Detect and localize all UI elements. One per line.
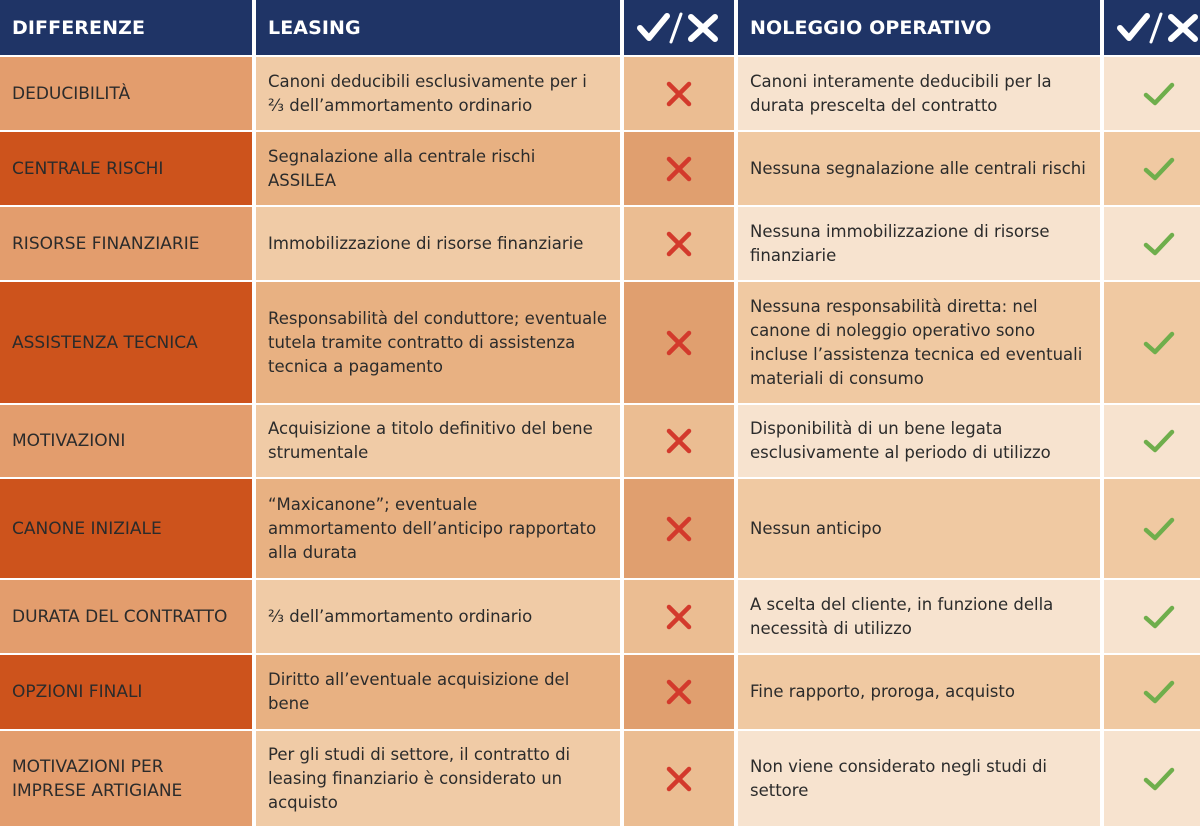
- check-slash-cross-icon: [1104, 0, 1200, 55]
- cross-icon: [624, 580, 734, 653]
- noleggio-cell: Disponibilità di un bene legata esclusivamente al periodo di utilizzo: [738, 405, 1100, 477]
- row-label: DEDUCIBILITÀ: [0, 57, 252, 130]
- noleggio-cell: Nessuna segnalazione alle centrali rischi: [738, 132, 1100, 205]
- row-label: CENTRALE RISCHI: [0, 132, 252, 205]
- cross-icon: [624, 655, 734, 729]
- row-label: OPZIONI FINALI: [0, 655, 252, 729]
- check-icon: [1104, 207, 1200, 280]
- check-icon: [1104, 479, 1200, 578]
- header-differenze: DIFFERENZE: [0, 0, 252, 55]
- noleggio-cell: Non viene considerato negli studi di settore: [738, 731, 1100, 826]
- leasing-cell: Canoni deducibili esclusivamente per i ⅔ dell’ammortamento ordinario: [256, 57, 620, 130]
- cross-icon: [624, 132, 734, 205]
- noleggio-cell: Fine rapporto, proroga, acquisto: [738, 655, 1100, 729]
- cross-icon: [624, 207, 734, 280]
- header-leasing: LEASING: [256, 0, 620, 55]
- leasing-cell: Per gli studi di settore, il contratto di leasing finanziario è considerato un acquisto: [256, 731, 620, 826]
- check-icon: [1104, 655, 1200, 729]
- check-icon: [1104, 57, 1200, 130]
- row-label: MOTIVAZIONI PER IMPRESE ARTIGIANE: [0, 731, 252, 826]
- check-icon: [1104, 405, 1200, 477]
- check-icon: [1104, 282, 1200, 403]
- row-label: MOTIVAZIONI: [0, 405, 252, 477]
- row-label: CANONE INIZIALE: [0, 479, 252, 578]
- row-label: ASSISTENZA TECNICA: [0, 282, 252, 403]
- noleggio-cell: Nessuna immobilizzazione di risorse finanziarie: [738, 207, 1100, 280]
- cross-icon: [624, 282, 734, 403]
- noleggio-cell: Nessun anticipo: [738, 479, 1100, 578]
- cross-icon: [624, 57, 734, 130]
- leasing-cell: ⅔ dell’ammortamento ordinario: [256, 580, 620, 653]
- noleggio-cell: Nessuna responsabilità diretta: nel canone di noleggio operativo sono incluse l’assistenza tecnica ed eventuali materiali di consumo: [738, 282, 1100, 403]
- check-slash-cross-icon: [624, 0, 734, 55]
- leasing-cell: “Maxicanone”; eventuale ammortamento dell’anticipo rapportato alla durata: [256, 479, 620, 578]
- header-noleggio-operativo: NOLEGGIO OPERATIVO: [738, 0, 1100, 55]
- check-icon: [1104, 580, 1200, 653]
- noleggio-cell: A scelta del cliente, in funzione della necessità di utilizzo: [738, 580, 1100, 653]
- cross-icon: [624, 405, 734, 477]
- leasing-cell: Segnalazione alla centrale rischi ASSILEA: [256, 132, 620, 205]
- noleggio-cell: Canoni interamente deducibili per la durata prescelta del contratto: [738, 57, 1100, 130]
- cross-icon: [624, 479, 734, 578]
- leasing-cell: Responsabilità del conduttore; eventuale tutela tramite contratto di assistenza tecnica a pagamento: [256, 282, 620, 403]
- leasing-cell: Diritto all’eventuale acquisizione del bene: [256, 655, 620, 729]
- leasing-cell: Immobilizzazione di risorse finanziarie: [256, 207, 620, 280]
- row-label: DURATA DEL CONTRATTO: [0, 580, 252, 653]
- check-icon: [1104, 132, 1200, 205]
- row-label: RISORSE FINANZIARIE: [0, 207, 252, 280]
- leasing-cell: Acquisizione a titolo definitivo del bene strumentale: [256, 405, 620, 477]
